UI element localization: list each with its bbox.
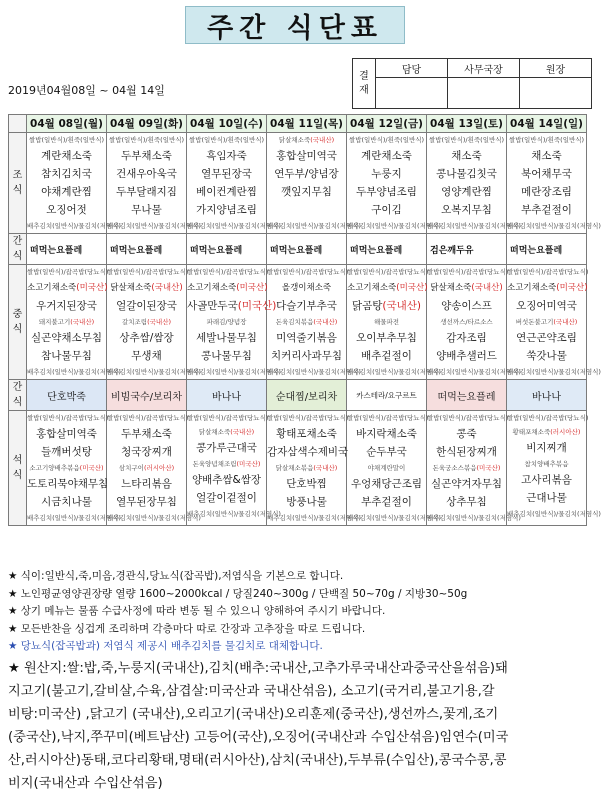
origin-line: 비지(국내산과 수입산섞음) [8, 775, 163, 791]
dinner-base: 쌀밥(일반식)/잡곡밥(당뇨식) [107, 414, 189, 422]
breakfast-base: 쌀밥(일반식)/흰죽(일반식) [188, 136, 265, 144]
approval-col-director: 원장 [520, 59, 592, 78]
lunch-base: 쌀밥(일반식)/잡곡밥(당뇨식) [187, 268, 269, 276]
breakfast-dish: 누룽지 [371, 168, 402, 180]
breakfast-dish: 무나물 [131, 204, 162, 216]
dinner-side: 우엉채당근조림 [350, 478, 422, 490]
lunch-main: 파래김/양념장 [206, 318, 247, 326]
approval-col-office-chief: 사무국장 [448, 59, 520, 78]
dinner-base: 쌀밥(일반식)/잡곡밥(당뇨식) [27, 414, 109, 422]
day-header: 04월 08일(월) [27, 115, 107, 133]
dinner-kimchi: 배추김치(일반식)/물김치(저염식) [107, 514, 201, 522]
dinner-main: 돈육양념채조림(미국산) [192, 460, 261, 468]
lunch-side: 콩나물무침 [201, 350, 252, 362]
dinner-cell [27, 411, 121, 526]
snack2-cell: 바나나 [187, 380, 267, 411]
lunch-base: 쌀밥(일반식)/잡곡밥(당뇨식) [267, 268, 349, 276]
dinner-main: 참치양배추볶음 [524, 460, 569, 468]
snack2-cell: 바나나 [507, 380, 587, 411]
lunch-base: 쌀밥(일반식)/잡곡밥(당뇨식) [27, 268, 109, 276]
dinner-kimchi: 배추김치(일반식)/물김치(저염식) [27, 514, 121, 522]
snack2-cell: 비빔국수/보리차 [107, 380, 187, 411]
lunch-kimchi: 배추김치(일반식)/물김치(저염식) [27, 368, 121, 376]
lunch-side: 치커리사과무침 [270, 350, 342, 362]
dinner-kimchi: 배추김치(일반식)/물김치(저염식) [187, 510, 281, 518]
approval-label: 결 재 [353, 59, 376, 109]
dinner-porridge: 홍합살미역죽 [36, 428, 97, 440]
breakfast-kimchi: 배추김치(일반식)/물김치(저염식) [507, 222, 601, 230]
breakfast-dish: 영양계란찜 [441, 186, 492, 198]
snack1-cell: 떠먹는요플레 [107, 234, 187, 265]
snack2-cell: 단호박죽 [27, 380, 107, 411]
breakfast-dish: 북어채무국 [521, 168, 572, 180]
dinner-main: 야채계란말이 [367, 464, 406, 472]
breakfast-dish: 건새우아욱국 [116, 168, 177, 180]
row-label-dinner: 석 식 [9, 411, 27, 526]
lunch-kimchi: 배추김치(일반식)/물김치(저염식) [187, 368, 281, 376]
dinner-base: 쌀밥(일반식)/잡곡밥(당뇨식) [267, 414, 349, 422]
dinner-side: 단호박찜 [286, 478, 327, 490]
lunch-side: 상추쌈/쌈장 [119, 332, 174, 344]
lunch-side: 쑥갓나물 [526, 350, 567, 362]
approval-col-manager: 담당 [376, 59, 448, 78]
approval-sign-director [520, 78, 592, 109]
origin-line: ★ 원산지:쌀:밥,죽,누룽지(국내산),김치(배추:국내산,고추가루국내산과중국산을섞음)돼 [8, 660, 508, 676]
lunch-cell [27, 265, 121, 380]
dinner-porridge: 닭살채소죽(국내산) [198, 428, 255, 436]
note-line: ★ 식이:일반식,죽,미음,경관식,당뇨식(잡곡밥),저염식을 기본으로 합니다. [8, 570, 344, 582]
lunch-cell [107, 265, 201, 380]
weekly-menu-table [8, 114, 601, 526]
breakfast-dish: 두부채소죽 [121, 150, 172, 162]
breakfast-base: 쌀밥(일반식)/흰죽(일반식) [508, 136, 585, 144]
origin-info [8, 657, 586, 795]
breakfast-dish: 메란장조림 [521, 186, 572, 198]
breakfast-cell [267, 133, 361, 234]
breakfast-dish: 깻잎지무침 [281, 186, 332, 198]
dinner-cell [267, 411, 361, 526]
lunch-kimchi: 배추김치(일반식)/물김치(저염식) [347, 368, 441, 376]
dinner-kimchi: 배추김치(일반식)/물김치(저염식) [427, 514, 521, 522]
breakfast-base: 쌀밥(일반식)/흰죽(일반식) [428, 136, 505, 144]
lunch-base: 쌀밥(일반식)/잡곡밥(당뇨식) [347, 268, 429, 276]
dinner-cell [187, 411, 281, 526]
day-header: 04월 13일(토) [427, 115, 507, 133]
breakfast-dish: 계란채소죽 [41, 150, 92, 162]
breakfast-kimchi: 배추김치(일반식)/물김치(저염식) [427, 222, 521, 230]
lunch-porridge: 닭살채소죽(국내산) [430, 283, 503, 293]
breakfast-dish: 두부달래지짐 [116, 186, 177, 198]
row-label-lunch: 중 식 [9, 265, 27, 380]
lunch-main: 생선까스/타르소스 [440, 318, 493, 326]
row-label-snack2: 간식 [9, 380, 27, 411]
breakfast-dish: 오징어젓 [46, 204, 87, 216]
breakfast-kimchi: 배추김치(일반식)/물김치(저염식) [107, 222, 201, 230]
page-title [185, 6, 405, 44]
snack1-cell: 떠먹는요플레 [187, 234, 267, 265]
dinner-main: 소고기양배추볶음(미국산) [29, 464, 104, 472]
dinner-side: 방풍나물 [286, 496, 327, 508]
origin-line: (중국산),낙지,쭈꾸미(베트남산) 고등어(국산),오징어(국내산과 수입산섞음)임연수(미국 [8, 729, 509, 745]
dinner-side: 부추겉절이 [361, 496, 412, 508]
row-label-breakfast: 조 식 [9, 133, 27, 234]
date-range: 2019년04월08일 ~ 04월 14일 [8, 84, 165, 97]
dinner-soup: 감자삼색수제비국 [267, 446, 349, 458]
lunch-soup: 오징어미역국 [516, 300, 577, 312]
breakfast-dish: 참치김치국 [41, 168, 92, 180]
dinner-soup: 들깨버섯탕 [41, 446, 92, 458]
lunch-porridge: 닭살채소죽(국내산) [110, 283, 183, 293]
snack2-cell: 순대찜/보리차 [267, 380, 347, 411]
breakfast-kimchi: 배추김치(일반식)/물김치(저염식) [27, 222, 121, 230]
snack2-cell: 떠먹는요플레 [427, 380, 507, 411]
breakfast-dish: 계란채소죽 [361, 150, 412, 162]
dinner-side: 상추무침 [446, 496, 487, 508]
lunch-soup: 양송이스프 [441, 300, 492, 312]
lunch-porridge: 올갱이채소죽 [281, 283, 332, 293]
dinner-base: 쌀밥(일반식)/잡곡밥(당뇨식) [427, 414, 509, 422]
breakfast-cell [27, 133, 121, 234]
breakfast-dish: 오복지무침 [441, 204, 492, 216]
dinner-soup: 콩가루근대국 [196, 442, 257, 454]
breakfast-dish: 구이김 [371, 204, 402, 216]
breakfast-cell [427, 133, 521, 234]
dinner-side: 실곤약겨자무침 [430, 478, 502, 490]
snack2-cell: 카스테라/요구르트 [347, 380, 427, 411]
lunch-side: 참나물무침 [41, 350, 92, 362]
lunch-side: 감자조림 [446, 332, 487, 344]
breakfast-dish: 채소죽 [451, 150, 482, 162]
lunch-side: 세발나물무침 [196, 332, 257, 344]
dinner-porridge: 두부채소죽 [121, 428, 172, 440]
row-label-snack1: 간식 [9, 234, 27, 265]
dinner-side: 도토리묵야채무침 [27, 478, 109, 490]
breakfast-cell [347, 133, 441, 234]
breakfast-kimchi: 배추김치(일반식)/물김치(저염식) [187, 222, 281, 230]
breakfast-kimchi: 배추김치(일반식)/물김치(저염식) [267, 222, 361, 230]
lunch-porridge: 소고기채소죽(미국산) [347, 283, 428, 293]
notes-section [8, 568, 586, 795]
dinner-porridge: 황태포채소죽(러시아산) [512, 428, 581, 436]
dinner-cell [107, 411, 201, 526]
lunch-kimchi: 배추김치(일반식)/물김치(저염식) [507, 368, 601, 376]
lunch-main: 돼지불고기(국내산) [38, 318, 95, 326]
dinner-side: 느타리볶음 [121, 478, 172, 490]
origin-line: 지고기(불고기,갈비살,수육,삼겹살:미국산과 국내산섞음), 소고기(국거리,불고기용,갈 [8, 683, 495, 699]
snack1-cell: 검은깨두유 [427, 234, 507, 265]
lunch-side: 연근곤약조림 [516, 332, 577, 344]
breakfast-cell [187, 133, 281, 234]
lunch-side: 무생채 [131, 350, 162, 362]
breakfast-cell [507, 133, 601, 234]
lunch-porridge: 소고기채소죽(미국산) [507, 283, 588, 293]
breakfast-dish: 콩나물김칫국 [436, 168, 497, 180]
dinner-porridge: 콩죽 [456, 428, 477, 440]
lunch-side: 미역줄기볶음 [276, 332, 337, 344]
dinner-porridge: 바지락채소죽 [356, 428, 417, 440]
dinner-cell [427, 411, 521, 526]
snack1-cell: 떠먹는요플레 [507, 234, 587, 265]
lunch-soup: 우거지된장국 [36, 300, 97, 312]
lunch-main: 버섯돈불고기(국내산) [515, 318, 578, 326]
lunch-main: 해물파전 [373, 318, 400, 326]
lunch-base: 쌀밥(일반식)/잡곡밥(당뇨식) [427, 268, 509, 276]
lunch-soup: 얼갈이된장국 [116, 300, 177, 312]
breakfast-base: 쌀밥(일반식)/흰죽(일반식) [28, 136, 105, 144]
dinner-soup: 순두부국 [366, 446, 407, 458]
dinner-kimchi: 배추김치(일반식)/물김치(저염식) [507, 510, 601, 518]
dinner-main: 돈육궁소스볶음(미국산) [432, 464, 501, 472]
breakfast-cell [107, 133, 201, 234]
spacer [267, 201, 346, 219]
dinner-base: 쌀밥(일반식)/잡곡밥(당뇨식) [507, 414, 589, 422]
snack1-cell: 떠먹는요플레 [347, 234, 427, 265]
dinner-main: 삼치구이(러시아산) [118, 464, 175, 472]
breakfast-dish: 베이컨계란찜 [196, 186, 257, 198]
lunch-soup: 다슬기부추국 [276, 300, 337, 312]
lunch-base: 쌀밥(일반식)/잡곡밥(당뇨식) [107, 268, 189, 276]
breakfast-dish: 홍합살미역국 [276, 150, 337, 162]
lunch-main: 돈육김치볶음(국내산) [275, 318, 338, 326]
note-line: ★ 노인평균영양권장량 열량 1600~2000kcal / 당질240~300g / 단백질 50~70g / 지방30~50g [8, 587, 468, 600]
dinner-side: 열무된장무침 [116, 496, 177, 508]
day-header: 04월 12일(금) [347, 115, 427, 133]
lunch-base: 쌀밥(일반식)/잡곡밥(당뇨식) [507, 268, 589, 276]
lunch-soup: 닭곰탕(국내산) [351, 300, 422, 312]
dinner-soup: 청국장찌개 [121, 446, 172, 458]
lunch-kimchi: 배추김치(일반식)/물김치(저염식) [427, 368, 521, 376]
dinner-kimchi: 배추김치(일반식)/물김치(저염식) [347, 514, 441, 522]
note-diabetic-kimchi: ★ 당뇨식(잡곡밥과) 저염식 제공시 배추김치를 물김치로 대체합니다. [8, 640, 323, 652]
lunch-cell [507, 265, 601, 380]
breakfast-dish: 흑임자죽 [206, 150, 247, 162]
dinner-kimchi: 배추김치(일반식)/물김치(저염식) [267, 514, 361, 522]
dinner-soup: 한식된장찌개 [436, 446, 497, 458]
lunch-cell [347, 265, 441, 380]
breakfast-dish: 열무된장국 [201, 168, 252, 180]
lunch-kimchi: 배추김치(일반식)/물김치(저염식) [267, 368, 361, 376]
dinner-main: 닭살채소볶음(국내산) [275, 464, 338, 472]
breakfast-dish: 채소죽 [531, 150, 562, 162]
breakfast-dish: 야채계란찜 [41, 186, 92, 198]
lunch-porridge: 소고기채소죽(미국산) [187, 283, 268, 293]
dinner-soup: 비지찌개 [526, 442, 567, 454]
approval-sign-manager [376, 78, 448, 109]
lunch-cell [187, 265, 281, 380]
day-header: 04월 09일(화) [107, 115, 187, 133]
origin-line: 비탕:미국산) ,닭고기 (국내산),오리고기(국내산)오리훈제(중국산),생선까스,꽃게,조기 [8, 706, 499, 722]
dinner-cell [347, 411, 441, 526]
snack1-cell: 떠먹는요플레 [27, 234, 107, 265]
lunch-kimchi: 배추김치(일반식)/물김치(저염식) [107, 368, 201, 376]
dinner-porridge: 황태포채소죽 [276, 428, 337, 440]
corner-cell [9, 115, 27, 133]
dinner-cell [507, 411, 601, 526]
lunch-cell [427, 265, 521, 380]
approval-box [352, 58, 592, 109]
breakfast-base: 쌀밥(일반식)/흰죽(일반식) [348, 136, 425, 144]
day-header: 04월 14일(일) [507, 115, 587, 133]
lunch-side: 오이부추무침 [356, 332, 417, 344]
breakfast-dish: 두부양념조림 [356, 186, 417, 198]
note-line: ★ 모든반찬을 싱겁게 조리하며 각층마다 따로 간장과 고추장을 따로 드립니다. [8, 622, 366, 635]
lunch-porridge: 소고기채소죽(미국산) [27, 283, 108, 293]
lunch-side: 배추겉절이 [361, 350, 412, 362]
breakfast-base: 쌀밥(일반식)/흰죽(일반식) [108, 136, 185, 144]
dinner-side: 근대나물 [526, 492, 567, 504]
lunch-side: 양배추샐러드 [436, 350, 497, 362]
note-line: ★ 상기 메뉴는 물품 수급사정에 따라 변동 될 수 있으니 양해하여 주시기 바랍니다. [8, 605, 386, 617]
breakfast-dish: 부추겉절이 [521, 204, 572, 216]
lunch-main: 갈치조림(국내산) [121, 318, 172, 326]
dinner-side: 시금치나물 [41, 496, 92, 508]
snack1-cell: 떠먹는요플레 [267, 234, 347, 265]
lunch-soup: 사골만두국(미국산) [187, 300, 277, 312]
day-header: 04월 11일(목) [267, 115, 347, 133]
dinner-base: 쌀밥(일반식)/잡곡밥(당뇨식) [347, 414, 429, 422]
lunch-side: 실곤약채소무침 [30, 332, 102, 344]
breakfast-base: 닭살채소죽(국내산) [278, 136, 335, 144]
dinner-base: 쌀밥(일반식)/잡곡밥(당뇨식) [187, 414, 269, 422]
dinner-side: 양배추쌈&쌈장 [191, 474, 262, 486]
breakfast-dish: 가지양념조림 [196, 204, 257, 216]
breakfast-kimchi: 배추김치(일반식)/물김치(저염식) [347, 222, 441, 230]
dinner-side: 얼갈이겉절이 [196, 492, 257, 504]
approval-sign-office-chief [448, 78, 520, 109]
lunch-cell [267, 265, 361, 380]
breakfast-dish: 연두부/양념장 [274, 168, 339, 180]
page-title-text: 주간 식단표 [207, 12, 383, 44]
dinner-side: 고사리볶음 [521, 474, 572, 486]
day-header: 04월 10일(수) [187, 115, 267, 133]
origin-line: 산,러시아산)동태,코다리황태,명태(러시아산),삼치(국내산),두부류(수입산),콩국수콩,콩 [8, 752, 507, 768]
